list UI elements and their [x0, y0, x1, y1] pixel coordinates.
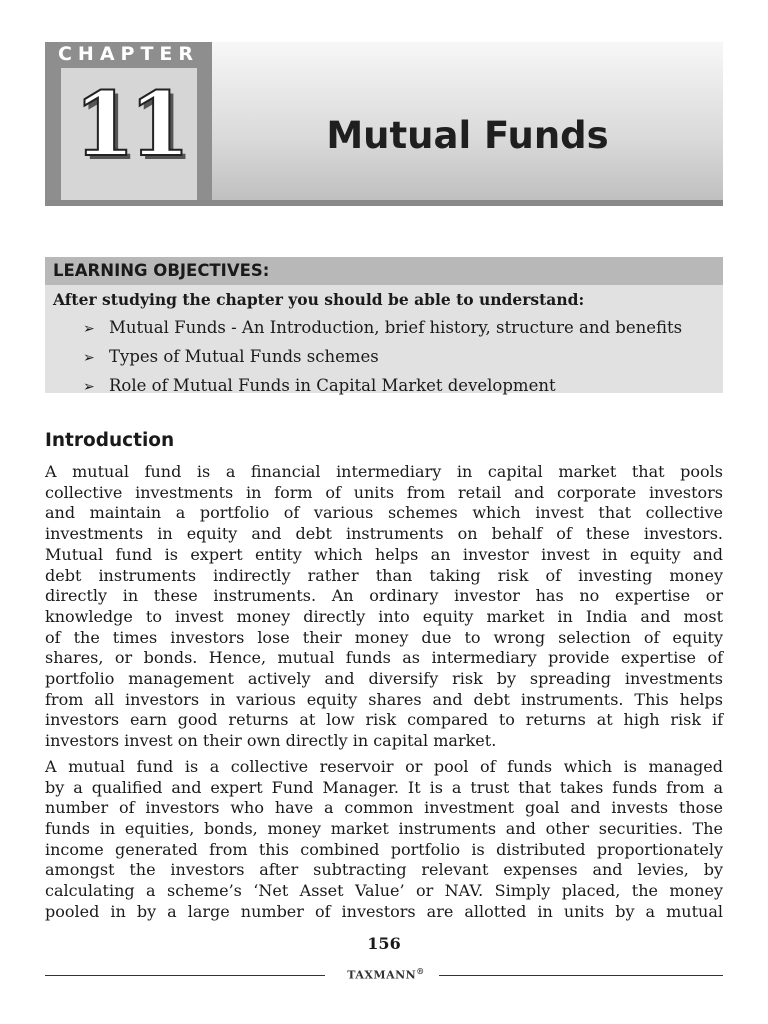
- text-line: calculating a scheme’s ‘Net Asset Value’ or NAV. Simply placed, the money: [45, 881, 723, 901]
- text-line: and maintain a portfolio of various schemes which invest that collective: [45, 503, 723, 523]
- text-line: portfolio management actively and diversify risk by spreading investments: [45, 669, 723, 689]
- arrow-bullet-icon: ➢: [83, 321, 95, 337]
- chapter-number: 11: [73, 72, 185, 176]
- publisher-text: TAXMANN: [347, 968, 417, 982]
- text-line: A mutual fund is a financial intermediary in capital market that pools: [45, 462, 723, 481]
- text-line: by a qualified and expert Fund Manager. It is a trust that takes funds from a: [45, 777, 723, 797]
- text-line: number of investors who have a common investment goal and invests those: [45, 798, 723, 818]
- header-bottom-rule: [45, 200, 723, 206]
- arrow-bullet-icon: ➢: [83, 379, 95, 395]
- objective-item: [83, 372, 723, 401]
- learning-objectives-heading: LEARNING OBJECTIVES:: [45, 257, 723, 285]
- learning-objectives-box: [45, 257, 723, 393]
- learning-objectives-list: [45, 314, 723, 401]
- text-line: shares, or bonds. Hence, mutual funds as intermediary provide expertise of: [45, 648, 723, 668]
- text-line: knowledge to invest money directly into equity market in India and most: [45, 606, 723, 626]
- chapter-label: CHAPTER: [57, 43, 200, 65]
- arrow-bullet-icon: ➢: [83, 350, 95, 366]
- text-line: directly in these instruments. An ordinary investor has no expertise or: [45, 586, 723, 606]
- objective-text: Mutual Funds - An Introduction, brief history, structure and benefits: [109, 318, 683, 337]
- text-line: debt instruments indirectly rather than taking risk of investing money: [45, 565, 723, 585]
- registered-mark-icon: ®: [416, 966, 425, 976]
- page-number: 156: [367, 934, 401, 953]
- objective-text: Types of Mutual Funds schemes: [109, 347, 379, 366]
- text-line: collective investments in form of units from retail and corporate investors: [45, 482, 723, 502]
- footer-rule-left: [45, 975, 325, 976]
- objective-item: [83, 314, 723, 343]
- objective-item: [83, 343, 723, 372]
- text-line: pooled in by a large number of investors are allotted in units by a mutual: [45, 901, 723, 921]
- text-line: of the times investors lose their money due to wrong selection of equity: [45, 627, 723, 647]
- chapter-title: Mutual Funds: [326, 114, 609, 157]
- objective-text: Role of Mutual Funds in Capital Market development: [109, 376, 556, 395]
- footer-rule-right: [439, 975, 723, 976]
- introduction-body: [45, 462, 723, 927]
- learning-objectives-intro: After studying the chapter you should be able to understand:: [53, 290, 585, 309]
- chapter-number-box: [45, 42, 212, 206]
- chapter-number-panel: [61, 68, 197, 200]
- chapter-header: [45, 42, 723, 206]
- text-line: investors earn good returns at low risk compared to returns at high risk if: [45, 710, 723, 730]
- text-line: income generated from this combined portfolio is distributed proportionately: [45, 839, 723, 859]
- paragraph-2: [45, 757, 723, 923]
- text-line: Mutual fund is expert entity which helps an investor invest in equity and: [45, 544, 723, 564]
- introduction-heading: Introduction: [45, 430, 175, 451]
- text-line: amongst the investors after subtracting relevant expenses and levies, by: [45, 860, 723, 880]
- text-line: investors invest on their own directly in capital market.: [45, 731, 497, 751]
- text-line: A mutual fund is a collective reservoir or pool of funds which is managed: [45, 756, 723, 776]
- page-footer: [45, 966, 723, 984]
- text-line: funds in equities, bonds, money market instruments and other securities. The: [45, 818, 723, 838]
- text-line: investments in equity and debt instruments on behalf of these investors.: [45, 524, 723, 544]
- text-line: from all investors in various equity shares and debt instruments. This helps: [45, 689, 723, 709]
- publisher-name: [335, 966, 437, 982]
- paragraph-1: [45, 462, 723, 752]
